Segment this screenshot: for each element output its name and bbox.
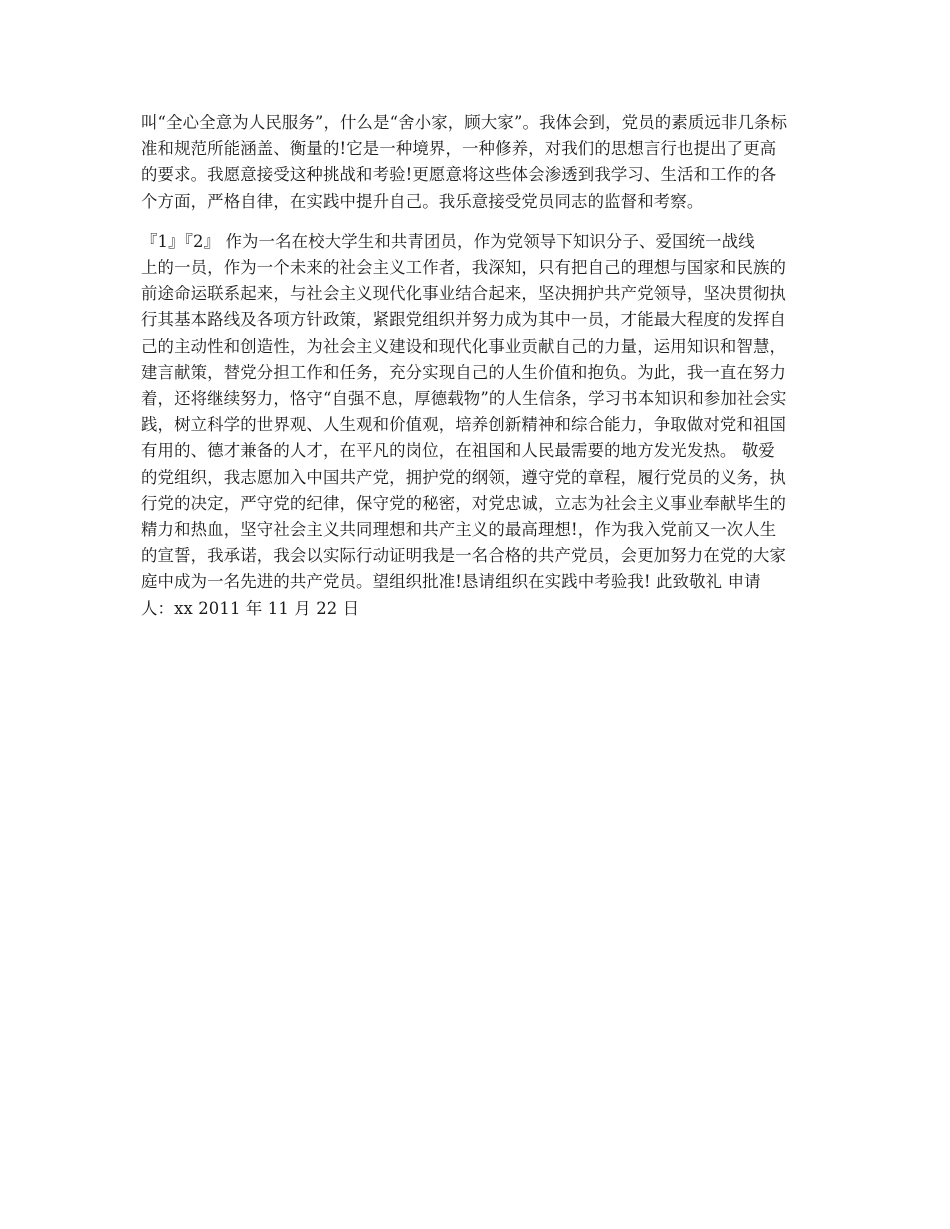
- paragraph-commitment: [141, 110, 809, 215]
- text-line: 的要求。我愿意接受这种挑战和考验!更愿意将这些体会渗透到我学习、生活和工作的各: [141, 165, 777, 185]
- text-line: 上的一员，作为一个未来的社会主义工作者，我深知，只有把自己的理想与国家和民族的: [141, 258, 787, 278]
- text-line: 着，还将继续努力，恪守“自强不息，厚德载物”的人生信条，学习书本知识和参加社会实: [141, 389, 787, 409]
- text-line: 有用的、德才兼备的人才，在平凡的岗位，在祖国和人民最需要的地方发光发热。 敬爱: [141, 441, 775, 461]
- paragraph-application: [141, 229, 809, 622]
- text-line: 庭中成为一名先进的共产党员。望组织批准!恳请组织在实践中考验我! 此致敬礼 申请: [141, 572, 761, 592]
- text-line: 行党的决定，严守党的纪律，保守党的秘密，对党忠诚，立志为社会主义事业奉献毕生的: [141, 493, 787, 513]
- text-line: 的党组织，我志愿加入中国共产党，拥护党的纲领，遵守党的章程，履行党员的义务，执: [141, 467, 787, 487]
- document-body: [141, 110, 809, 622]
- text-line: 『1』『2』 作为一名在校大学生和共青团员，作为党领导下知识分子、爱国统一战线: [141, 231, 755, 251]
- text-line: 建言献策，替党分担工作和任务，充分实现自己的人生价值和抱负。为此，我一直在努力: [141, 362, 787, 382]
- text-line: 精力和热血，坚守社会主义共同理想和共产主义的最高理想!，作为我入党前又一次人生: [141, 520, 777, 540]
- text-line: 的宣誓，我承诺，我会以实际行动证明我是一名合格的共产党员，会更加努力在党的大家: [141, 546, 787, 566]
- text-line: 行其基本路线及各项方针政策，紧跟党组织并努力成为其中一员，才能最大程度的发挥自: [141, 310, 787, 330]
- text-line: 个方面，严格自律，在实践中提升自己。我乐意接受党员同志的监督和考察。: [141, 191, 704, 211]
- text-line: 准和规范所能涵盖、衡量的!它是一种境界，一种修养，对我们的思想言行也提出了更高: [141, 139, 777, 159]
- text-line: 己的主动性和创造性，为社会主义建设和现代化事业贡献自己的力量，运用知识和智慧，: [141, 336, 787, 356]
- text-line: 践，树立科学的世界观、人生观和价值观，培养创新精神和综合能力，争取做对党和祖国: [141, 415, 787, 435]
- text-line: 前途命运联系起来，与社会主义现代化事业结合起来，坚决拥护共产党领导，坚决贯彻执: [141, 284, 787, 304]
- text-line: 人：xx 2011 年 11 月 22 日: [141, 598, 360, 618]
- text-line: 叫“全心全意为人民服务”，什么是“舍小家，顾大家”。我体会到，党员的素质远非几条标: [141, 113, 788, 132]
